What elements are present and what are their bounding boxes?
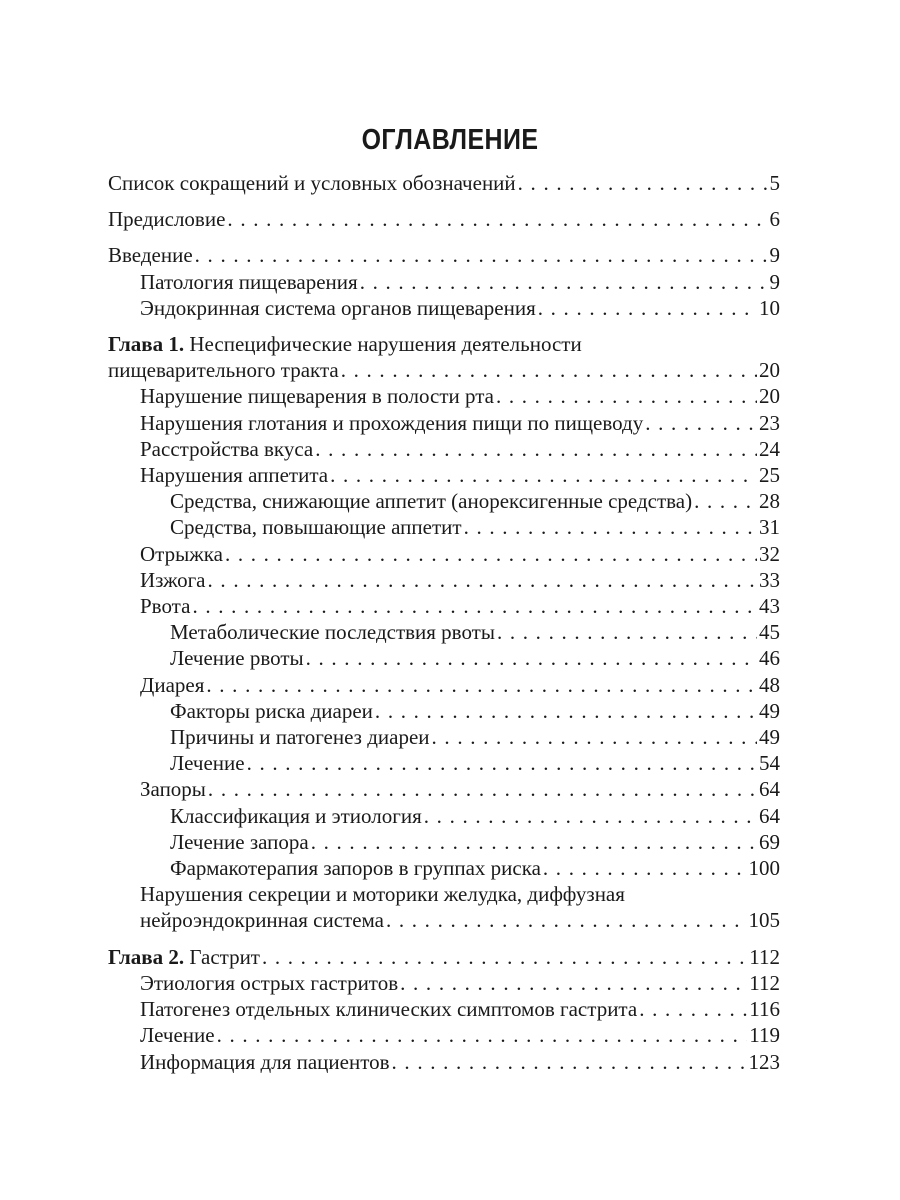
toc-entry-title: Глава 2. Гастрит <box>108 944 260 969</box>
toc-entry[interactable] <box>108 206 780 232</box>
toc-entry-title: нейроэндокринная система <box>140 908 384 933</box>
toc-page-number: 5 <box>769 171 780 195</box>
leader-dots <box>330 462 757 488</box>
toc-page-number: 25 <box>759 463 780 488</box>
toc-entry-title: Рвота <box>140 594 191 619</box>
toc-page-number: 9 <box>769 243 780 268</box>
toc-entry-title: Лечение <box>170 751 245 776</box>
toc-page-number: 33 <box>759 567 780 592</box>
toc-entry[interactable] <box>108 462 780 488</box>
toc-page-number: 46 <box>759 646 780 671</box>
toc-entry-title: Факторы риска диареи <box>170 698 373 723</box>
toc-entry[interactable] <box>108 944 780 970</box>
toc-entry-title: Нарушения глотания и прохождения пищи по пищеводу <box>140 410 644 435</box>
toc-page-number: 9 <box>769 269 780 294</box>
leader-dots <box>315 436 757 462</box>
leader-dots <box>386 907 747 933</box>
toc-entry[interactable] <box>108 829 780 855</box>
toc-entry-title: Фармакотерапия запоров в группах риска <box>170 856 541 881</box>
toc-entry[interactable] <box>108 970 780 996</box>
toc-entry-title: Причины и патогенез диареи <box>170 725 430 750</box>
toc-entry[interactable] <box>108 1049 780 1075</box>
leader-dots <box>432 724 757 750</box>
toc-page-number: 20 <box>759 358 780 383</box>
toc-entry[interactable] <box>108 357 780 383</box>
toc-entry[interactable] <box>108 541 780 567</box>
toc-entry[interactable] <box>108 170 780 196</box>
toc-entry-title: Лечение рвоты <box>170 646 304 671</box>
toc-entry[interactable] <box>108 410 780 436</box>
toc-entry-title: Патогенез отдельных клинических симптомов гастрита <box>140 997 638 1022</box>
leader-dots <box>217 1022 748 1048</box>
toc-page-number: 112 <box>749 944 780 969</box>
leader-dots <box>496 383 757 409</box>
toc-entry-title: Средства, повышающие аппетит <box>170 515 462 540</box>
toc-page-number: 105 <box>748 908 780 933</box>
leader-dots <box>645 410 757 436</box>
toc-page-number: 64 <box>759 777 780 802</box>
toc-entry-title: Изжога <box>140 567 206 592</box>
toc-entry[interactable] <box>108 514 780 540</box>
toc-entry[interactable] <box>108 698 780 724</box>
toc-page-number: 49 <box>759 725 780 750</box>
chapter-prefix: Глава 1. <box>108 332 185 357</box>
toc-entry-first-line <box>108 881 780 907</box>
toc-page-number: 45 <box>759 620 780 645</box>
toc-entry-title: Нарушения аппетита <box>140 463 329 488</box>
leader-dots <box>262 944 747 970</box>
toc-page-number: 116 <box>749 997 780 1022</box>
toc-entry[interactable] <box>108 593 780 619</box>
toc-entry-title: Средства, снижающие аппетит (анорексигенные средства) <box>170 489 693 514</box>
toc-entry-title: Нарушение пищеварения в полости рта <box>140 384 494 409</box>
leader-dots <box>694 488 757 514</box>
toc-page-number: 31 <box>759 515 780 540</box>
toc-entry[interactable] <box>108 855 780 881</box>
leader-dots <box>392 1049 747 1075</box>
toc-page-number: 20 <box>759 384 780 409</box>
toc-entry-title: Лечение <box>140 1023 215 1048</box>
leader-dots <box>341 357 757 383</box>
toc-entry-title-line1: Нарушения секреции и моторики желудка, диффузная <box>140 882 625 907</box>
toc-entry[interactable] <box>108 803 780 829</box>
toc-entry-title: Предисловие <box>108 207 226 232</box>
toc-entry-title-line1: Неспецифические нарушения деятельности <box>189 332 582 357</box>
toc-entry[interactable] <box>108 672 780 698</box>
toc-entry[interactable] <box>108 724 780 750</box>
page-title: ОГЛАВЛЕНИЕ <box>361 124 539 156</box>
leader-dots <box>192 593 757 619</box>
toc-page-number: 119 <box>749 1023 780 1048</box>
leader-dots <box>518 170 768 196</box>
toc-page-number: 49 <box>759 698 780 723</box>
leader-dots <box>375 698 757 724</box>
toc-page-number: 69 <box>759 829 780 854</box>
toc-entry-title: Эндокринная система органов пищеварения <box>140 295 536 320</box>
leader-dots <box>424 803 757 829</box>
leader-dots <box>306 645 757 671</box>
toc-entry[interactable] <box>108 242 780 268</box>
leader-dots <box>464 514 757 540</box>
toc-entry-title: Лечение запора <box>170 829 309 854</box>
leader-dots <box>311 829 757 855</box>
toc-entry-first-line <box>108 331 780 357</box>
toc-entry[interactable] <box>108 645 780 671</box>
leader-dots <box>227 206 767 232</box>
toc-entry[interactable] <box>108 907 780 933</box>
leader-dots <box>360 269 768 295</box>
toc-entry-title: Отрыжка <box>140 541 223 566</box>
leader-dots <box>206 672 757 698</box>
toc-page-number: 28 <box>759 489 780 514</box>
toc-page-number: 112 <box>749 970 780 995</box>
toc-entry-title: Классификация и этиология <box>170 803 422 828</box>
toc-entry[interactable] <box>108 436 780 462</box>
toc-entry[interactable] <box>108 619 780 645</box>
toc-entry[interactable] <box>108 996 780 1022</box>
toc-entry[interactable] <box>108 750 780 776</box>
toc-entry-title: Расстройства вкуса <box>140 436 314 461</box>
chapter-prefix: Глава 2. <box>108 944 185 969</box>
toc-page-number: 6 <box>769 207 780 232</box>
toc-page-number: 54 <box>759 751 780 776</box>
toc-entry-title: Патология пищеварения <box>140 269 358 294</box>
toc-entry[interactable] <box>108 269 780 295</box>
toc-page-number: 10 <box>759 295 780 320</box>
toc-entry[interactable] <box>108 295 780 321</box>
toc-entry-title: Запоры <box>140 777 206 802</box>
toc-entry[interactable] <box>108 776 780 802</box>
table-of-contents <box>108 170 780 1075</box>
toc-page-number: 100 <box>748 856 780 881</box>
toc-entry-title: Информация для пациентов <box>140 1049 390 1074</box>
toc-entry[interactable] <box>108 567 780 593</box>
toc-entry[interactable] <box>108 1022 780 1048</box>
toc-page-number: 24 <box>759 436 780 461</box>
toc-page-number: 123 <box>748 1049 780 1074</box>
toc-page-number: 32 <box>759 541 780 566</box>
leader-dots <box>208 776 757 802</box>
leader-dots <box>247 750 757 776</box>
toc-entry[interactable] <box>108 383 780 409</box>
leader-dots <box>639 996 747 1022</box>
toc-entry[interactable] <box>108 488 780 514</box>
toc-entry-title: Список сокращений и условных обозначений <box>108 171 516 195</box>
leader-dots <box>497 619 757 645</box>
toc-page-number: 43 <box>759 594 780 619</box>
leader-dots <box>543 855 747 881</box>
leader-dots <box>400 970 747 996</box>
toc-entry-title: Введение <box>108 243 193 268</box>
toc-entry-title: пищеварительного тракта <box>108 358 339 383</box>
toc-entry-title: Этиология острых гастритов <box>140 970 399 995</box>
leader-dots <box>538 295 757 321</box>
toc-entry-title: Диарея <box>140 672 205 697</box>
toc-entry-title: Метаболические последствия рвоты <box>170 620 495 645</box>
leader-dots <box>208 567 757 593</box>
leader-dots <box>195 242 768 268</box>
leader-dots <box>225 541 757 567</box>
toc-page-number: 48 <box>759 672 780 697</box>
toc-page-number: 23 <box>759 410 780 435</box>
toc-page-number: 64 <box>759 803 780 828</box>
